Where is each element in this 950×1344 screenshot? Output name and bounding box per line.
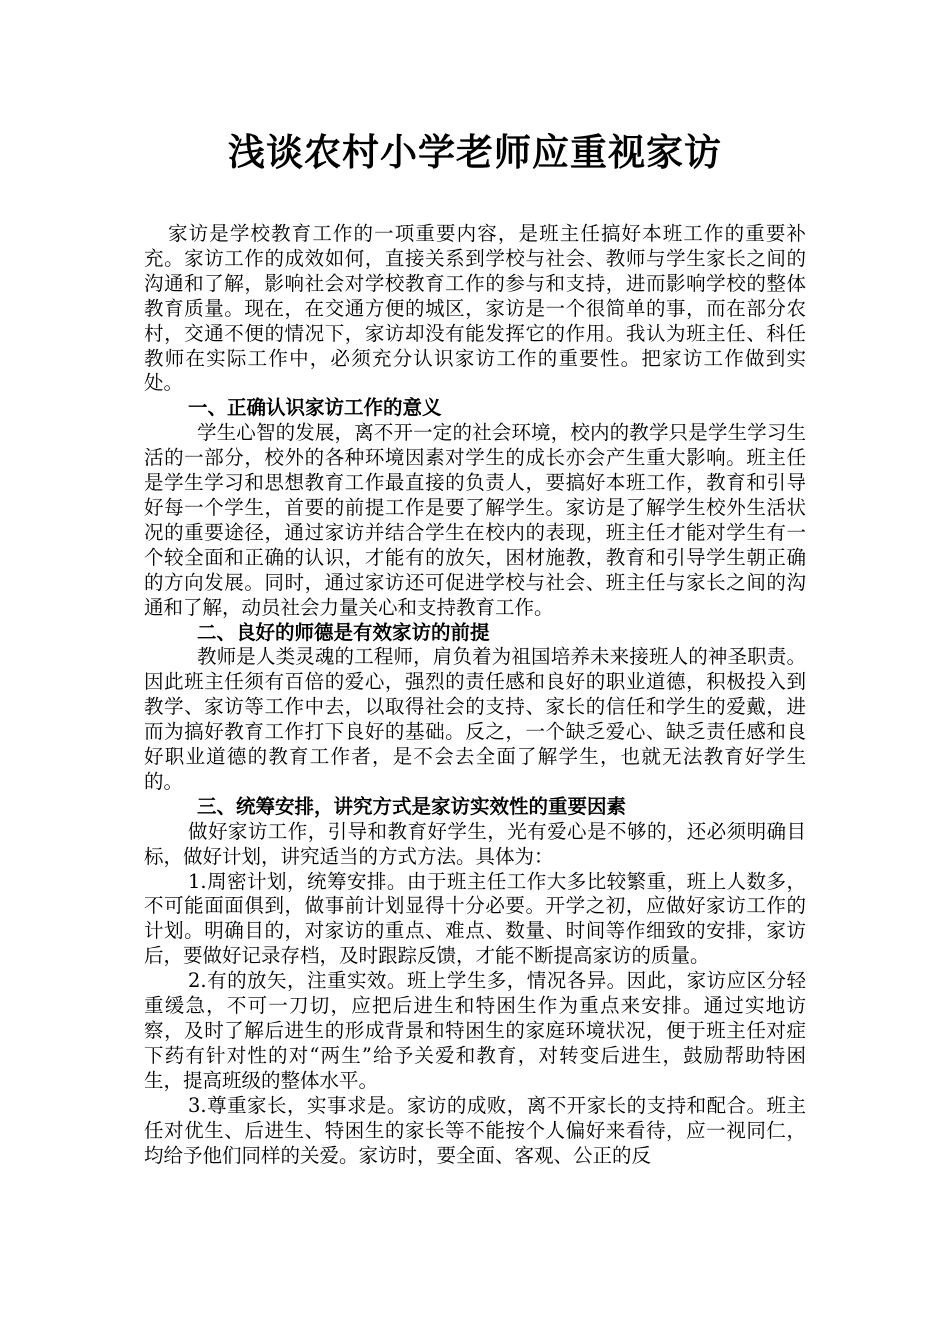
section-2-heading: 二、良好的师德是有效家访的前提 (197, 620, 490, 644)
section-3-item-1: 1.周密计划，统筹安排。由于班主任工作大多比较繁重，班上人数多，不可能面面俱到，做事前计划显得十分必要。开学之初，应做好家访工作的计划。明确目的，对家访的重点、难点、数量、时间等作细致的安排，家访后，要做好记录存档，及时跟踪反馈，才能不断提高家访的质量。 (144, 869, 806, 968)
section-3-item-3: 3.尊重家长，实事求是。家访的成败，离不开家长的支持和配合。班主任对优生、后进生、特困生的家长等不能按个人偏好来看待，应一视同仁，均给予他们同样的关爱。家访时，要全面、客观、公正的反 (144, 1093, 806, 1167)
section-1-heading: 一、正确认识家访工作的意义 (188, 396, 442, 420)
section-2-paragraph: 教师是人类灵魂的工程师，肩负着为祖国培养未来接班人的神圣职责。因此班主任须有百倍的爱心，强烈的责任感和良好的职业道德，积极投入到教学、家访等工作中去，以取得社会的支持、家长的信任和学生的爱戴，进而为搞好教育工作打下良好的基础。反之，一个缺乏爱心、缺乏责任感和良好职业道德的教育工作者，是不会去全面了解学生，也就无法教育好学生的。 (144, 645, 806, 793)
section-3-heading: 三、统筹安排，讲究方式是家访实效性的重要因素 (197, 794, 627, 818)
section-1-paragraph: 学生心智的发展，离不开一定的社会环境，校内的教学只是学生学习生活的一部分，校外的各种环境因素对学生的成长亦会产生重大影响。班主任是学生学习和思想教育工作最直接的负责人，要搞好本班工作，教育和引导好每一个学生，首要的前提工作是要了解学生。家访是了解学生校外生活状况的重要途径，通过家访并结合学生在校内的表现，班主任才能对学生有一个较全面和正确的认识，才能有的放矢，困材施教，教育和引导学生朝正确的方向发展。同时，通过家访还可促进学校与社会、班主任与家长之间的沟通和了解，动员社会力量关心和支持教育工作。 (144, 421, 806, 619)
section-3-paragraph: 做好家访工作，引导和教育好学生，光有爱心是不够的，还必须明确目标，做好计划，讲究适当的方式方法。具体为： (144, 819, 806, 868)
intro-paragraph: 家访是学校教育工作的一项重要内容，是班主任搞好本班工作的重要补充。家访工作的成效如何，直接关系到学校与社会、教师与学生家长之间的沟通和了解，影响社会对学校教育工作的参与和支持，进而影响学校的整体教育质量。现在，在交通方便的城区，家访是一个很简单的事，而在部分农村，交通不便的情况下，家访却没有能发挥它的作用。我认为班主任、科任教师在实际工作中，必须充分认识家访工作的重要性。把家访工作做到实处。 (144, 222, 806, 395)
document-body (144, 222, 806, 1168)
document-title: 浅谈农村小学老师应重视家访 (228, 130, 722, 174)
section-3-item-2: 2.有的放矢，注重实效。班上学生多，情况各异。因此，家访应区分轻重缓急，不可一刀切，应把后进生和特困生作为重点来安排。通过实地访察，及时了解后进生的形成背景和特困生的家庭环境状况，便于班主任对症下药有针对性的对“两生”给予关爱和教育，对转变后进生，鼓励帮助特困生，提高班级的整体水平。 (144, 969, 806, 1092)
